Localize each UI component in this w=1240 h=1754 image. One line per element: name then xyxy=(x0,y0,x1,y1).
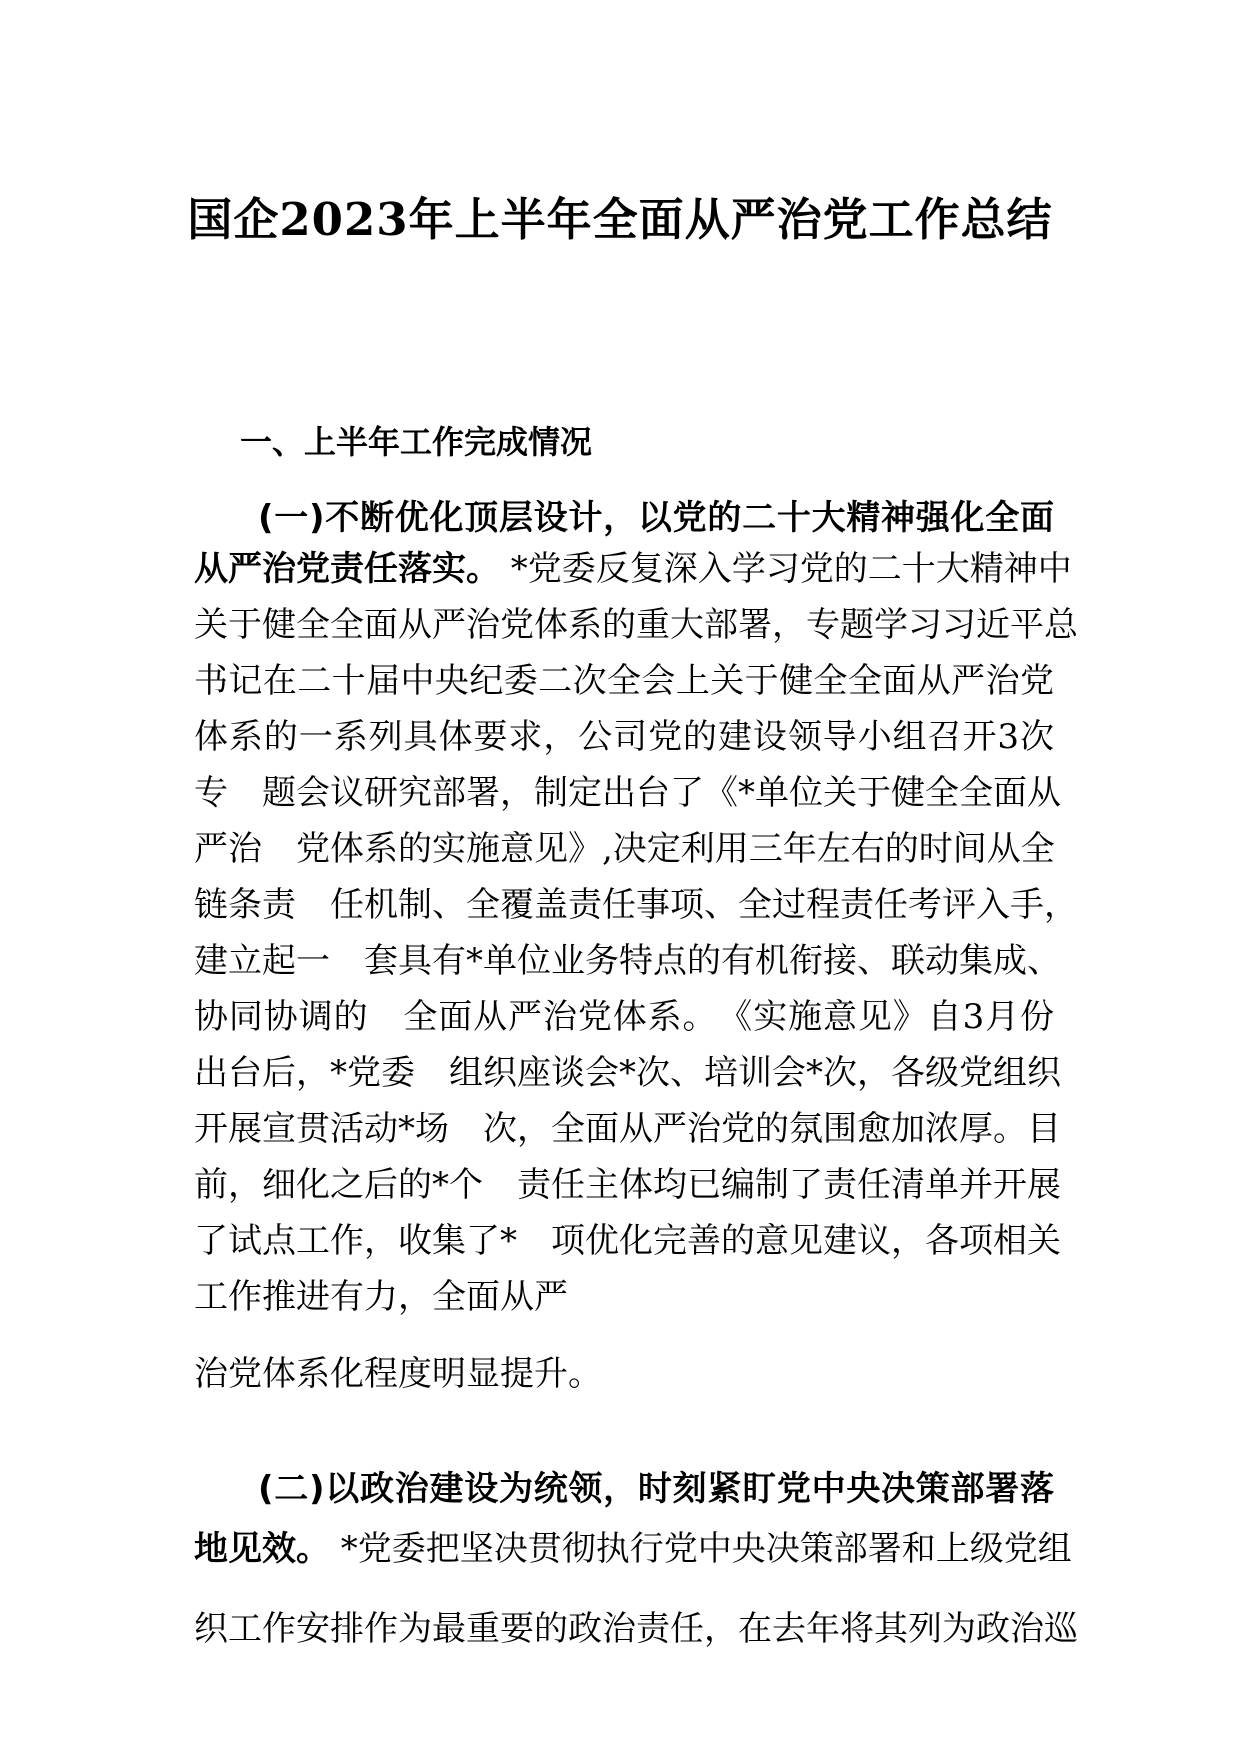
paragraph-line: 体系的一系列具体要求，公司党的建设领导小组召开3次 xyxy=(194,717,1054,757)
paragraph-line: 专 题会议研究部署，制定出台了《*单位关于健全全面从 xyxy=(194,773,1061,813)
part1-heading-rest: *党委反复深入学习党的二十大精神中 xyxy=(500,549,1072,589)
paragraph-line: 书记在二十届中央纪委二次全会上关于健全全面从严治党 xyxy=(194,661,1054,701)
paragraph-line: 前，细化之后的*个 责任主体均已编制了责任清单并开展 xyxy=(194,1165,1061,1205)
paragraph-line: 建立起一 套具有*单位业务特点的有机衔接、联动集成、 xyxy=(194,941,1061,981)
paragraph-line: 治党体系化程度明显提升。 xyxy=(194,1354,602,1394)
part1-heading-line2 xyxy=(194,540,1072,598)
paragraph-line: 链条责 任机制、全覆盖责任事项、全过程责任考评入手， xyxy=(194,885,1078,925)
paragraph-line: 出台后，*党委 组织座谈会*次、培训会*次，各级党组织 xyxy=(194,1053,1061,1093)
part2-heading-line1: (二)以政治建设为统领，时刻紧盯党中央决策部署落 xyxy=(258,1469,1054,1509)
paragraph-line: 开展宣贯活动*场 次，全面从严治党的氛围愈加浓厚。目 xyxy=(194,1109,1061,1149)
part1-heading-line1: (一)不断优化顶层设计，以党的二十大精神强化全面 xyxy=(258,498,1054,538)
paragraph-line: 织工作安排作为最重要的政治责任，在去年将其列为政治巡 xyxy=(194,1609,1078,1649)
paragraph-line: 协同协调的 全面从严治党体系。 《实施意见》自3月份 xyxy=(194,997,1054,1037)
part1-heading-bold: 从严治党责任落实。 xyxy=(194,549,500,589)
section-heading: 一、上半年工作完成情况 xyxy=(240,423,593,461)
paragraph-line: 严治 党体系的实施意见》,决定利用三年左右的时间从全 xyxy=(194,829,1055,869)
paragraph-line: 了试点工作，收集了* 项优化完善的意见建议，各项相关 xyxy=(194,1221,1061,1261)
paragraph-line: 关于健全全面从严治党体系的重大部署，专题学习习近平总 xyxy=(194,605,1078,645)
document-title: 国企2023年上半年全面从严治党工作总结 xyxy=(187,193,1053,246)
paragraph-line: 工作推进有力，全面从严 xyxy=(194,1277,568,1317)
part2-heading-bold: 地见效。 xyxy=(194,1529,330,1569)
part2-heading-rest: *党委把坚决贯彻执行党中央决策部署和上级党组 xyxy=(330,1529,1072,1569)
part2-heading-line2 xyxy=(194,1520,1072,1578)
